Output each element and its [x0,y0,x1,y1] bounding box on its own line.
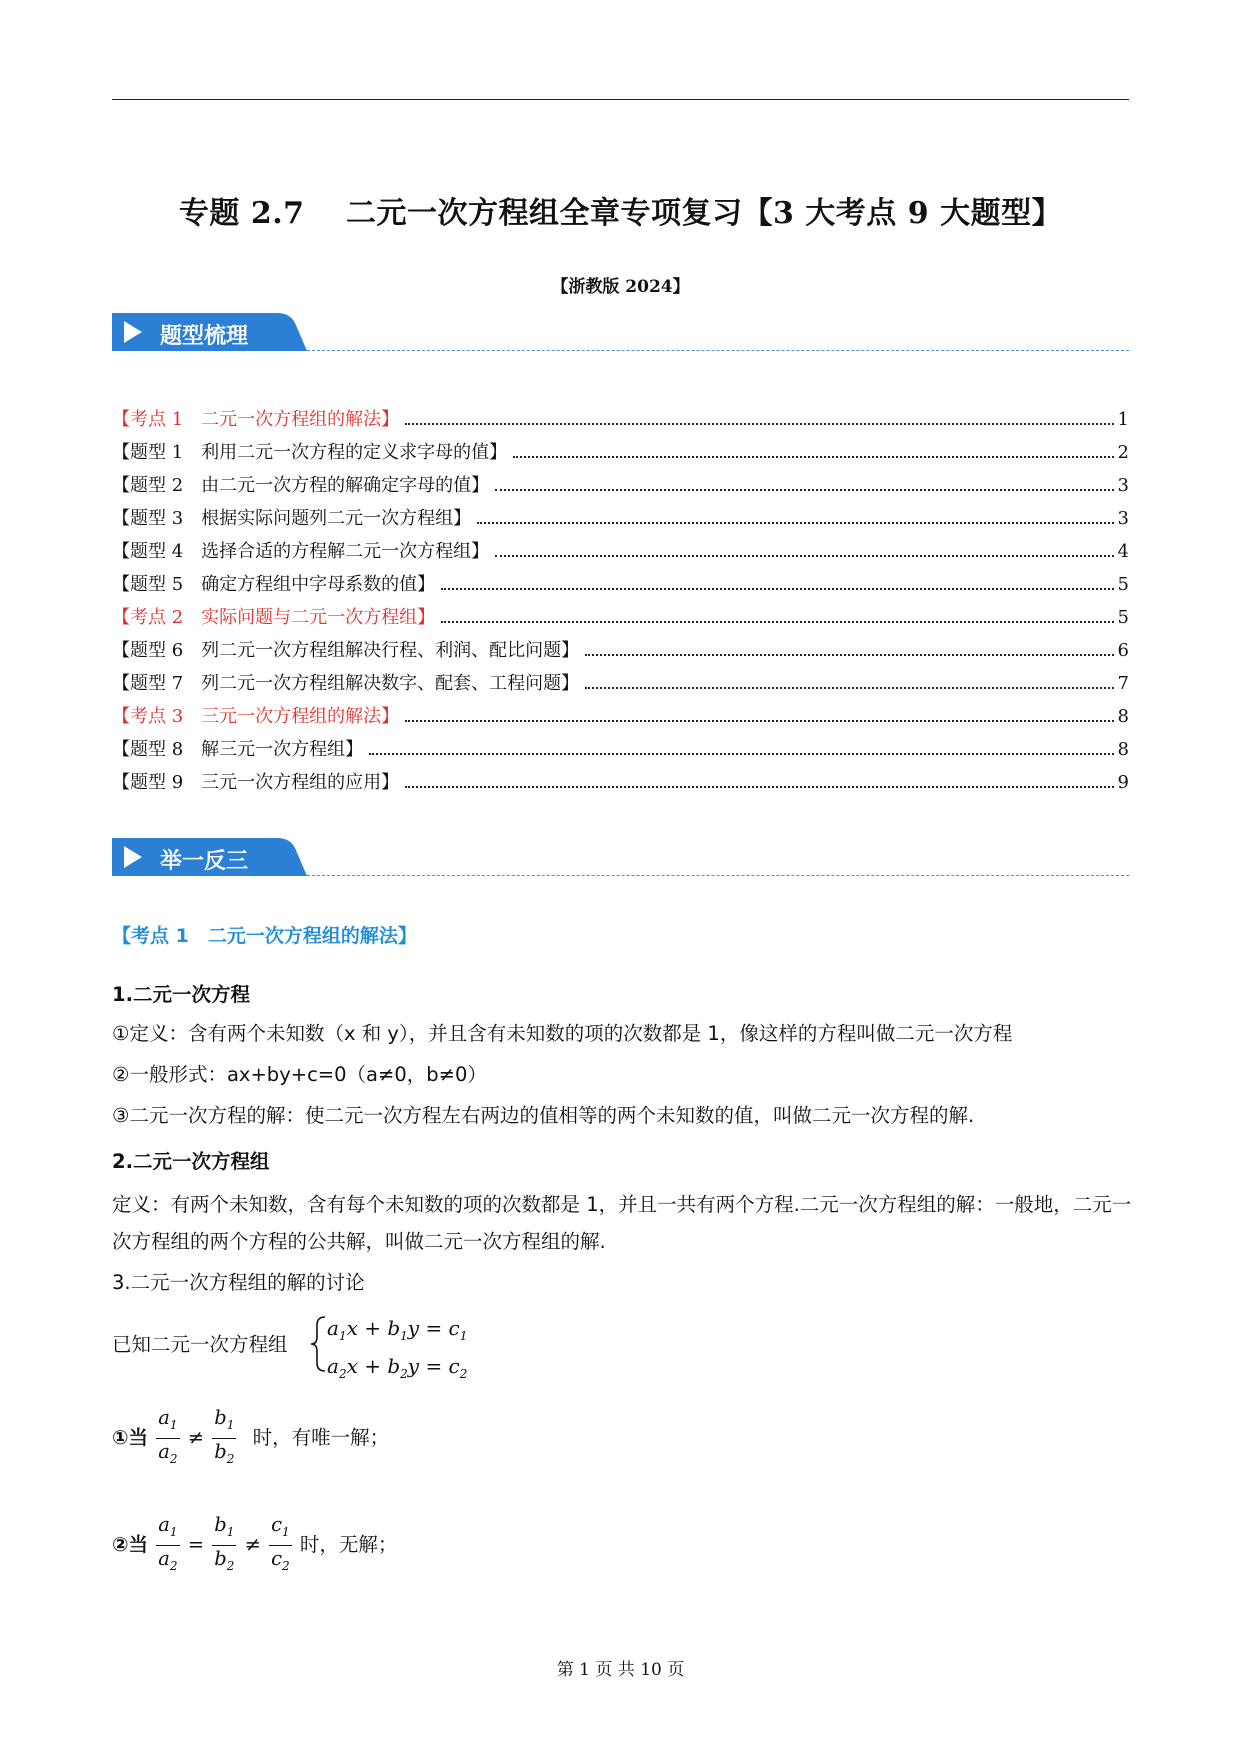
section-2-title: 2.二元一次方程组 [112,1150,270,1173]
toc-item-label: 【考点 2 实际问题与二元一次方程组】 [112,607,436,628]
toc-item-label: 【题型 3 根据实际问题列二元一次方程组】 [112,508,472,529]
toc-page-number: 2 [1117,442,1129,463]
equation-2: $a_2x + b_2y = c_2$ [327,1354,468,1381]
banner-label: 举一反三 [160,849,249,874]
toc-item[interactable] [112,702,1129,735]
toc-page-number: 5 [1117,574,1129,595]
document-subtitle: 【浙教版 2024】 [551,277,690,297]
toc-leader-dots [441,588,1113,590]
toc-item[interactable] [112,735,1129,768]
toc-leader-dots [441,621,1113,623]
toc-leader-dots [513,456,1113,458]
toc-item[interactable] [112,504,1129,537]
header-rule [112,99,1129,100]
toc-page-number: 6 [1117,640,1129,661]
toc-leader-dots [405,720,1113,722]
toc-item[interactable] [112,438,1129,471]
toc-item-label: 【题型 5 确定方程组中字母系数的值】 [112,574,436,595]
page-footer: 第 1 页 共 10 页 [556,1660,685,1680]
equation-1: $a_1x + b_1y = c_1$ [327,1316,468,1343]
case-2-no-solution [112,1512,397,1579]
case-1-suffix: 时，有唯一解； [252,1425,390,1449]
fraction-b1-b2: $\frac{b_1}{b_2}$ [214,1513,235,1573]
toc-item[interactable] [112,669,1129,702]
table-of-contents [112,405,1129,801]
toc-item-label: 【题型 2 由二元一次方程的解确定字母的值】 [112,475,490,496]
document-title: 专题 2.7 二元一次方程组全章专项复习【3 大考点 9 大题型】 [178,196,1063,231]
toc-page-number: 3 [1117,508,1129,529]
equal-sign: = [187,1532,205,1556]
case-1-prefix: ①当 [112,1425,149,1449]
toc-item-label: 【题型 4 选择合适的方程解二元一次方程组】 [112,541,490,562]
toc-page-number: 5 [1117,607,1129,628]
toc-item-label: 【考点 1 二元一次方程组的解法】 [112,409,400,430]
toc-page-number: 8 [1117,739,1129,760]
equation-system [327,1313,477,1389]
toc-page-number: 9 [1117,772,1129,793]
section-1-title: 1.二元一次方程 [112,983,250,1006]
case-2-prefix: ②当 [112,1532,149,1556]
toc-item[interactable] [112,537,1129,570]
toc-leader-dots [585,687,1113,689]
toc-item-label: 【题型 6 列二元一次方程组解决行程、利润、配比问题】 [112,640,580,661]
toc-page-number: 8 [1117,706,1129,727]
case-2-suffix: 时，无解； [299,1532,398,1556]
kaodian-1-heading: 【考点 1 二元一次方程组的解法】 [112,925,417,947]
toc-leader-dots [585,654,1113,656]
banner-dashed-rule [307,350,1129,351]
fraction-a1-a2: $\frac{a_1}{a_2}$ [158,1513,178,1573]
toc-leader-dots [405,786,1113,788]
section-1-general-form: ②一般形式：ax+by+c=0（a≠0，b≠0） [112,1063,487,1086]
not-equal-sign: ≠ [244,1532,261,1556]
toc-item[interactable] [112,636,1129,669]
toc-item-label: 【考点 3 三元一次方程组的解法】 [112,706,400,727]
toc-item-label: 【题型 8 解三元一次方程组】 [112,739,364,760]
not-equal-sign: ≠ [187,1425,205,1449]
toc-page-number: 3 [1117,475,1129,496]
banner-dashed-rule [307,875,1129,876]
toc-item[interactable] [112,603,1129,636]
equation-system-intro: 已知二元一次方程组 [112,1333,288,1356]
fraction-b1-b2: $\frac{b_1}{b_2}$ [214,1406,235,1466]
toc-leader-dots [369,753,1113,755]
section-banner-outline [112,313,1129,355]
section-1 [112,980,1132,1131]
left-brace-icon [309,1315,329,1373]
toc-item[interactable] [112,570,1129,603]
banner-label: 题型梳理 [160,324,249,349]
toc-leader-dots [495,489,1113,491]
toc-leader-dots [477,522,1113,524]
fraction-c1-c2: $\frac{c_1}{c_2}$ [271,1513,290,1573]
toc-item-label: 【题型 7 列二元一次方程组解决数字、配套、工程问题】 [112,673,580,694]
toc-page-number: 7 [1117,673,1129,694]
toc-item[interactable] [112,471,1129,504]
toc-item-label: 【题型 1 利用二元一次方程的定义求字母的值】 [112,442,508,463]
toc-page-number: 1 [1117,409,1129,430]
section-1-definition: ①定义：含有两个未知数（x 和 y），并且含有未知数的项的次数都是 1，像这样的方程叫做二元一次方程 [112,1022,1013,1045]
toc-leader-dots [405,423,1113,425]
fraction-a1-a2: $\frac{a_1}{a_2}$ [158,1406,178,1466]
section-1-solution: ③二元一次方程的解：使二元一次方程左右两边的值相等的两个未知数的值，叫做二元一次方程的解. [112,1104,975,1127]
case-1-unique-solution [112,1405,389,1472]
toc-item-label: 【题型 9 三元一次方程组的应用】 [112,772,400,793]
section-banner-practice [112,838,1129,880]
toc-item[interactable] [112,405,1129,438]
toc-item[interactable] [112,768,1129,801]
toc-leader-dots [495,555,1113,557]
toc-page-number: 4 [1117,541,1129,562]
section-3-title: 3.二元一次方程组的解的讨论 [112,1271,365,1294]
section-2 [112,1147,1132,1260]
section-2-definition: 定义：有两个未知数，含有每个未知数的项的次数都是 1，并且一共有两个方程.二元一次方程组的解：一般地，二元一次方程组的两个方程的公共解，叫做二元一次方程组的解. [112,1193,1132,1253]
